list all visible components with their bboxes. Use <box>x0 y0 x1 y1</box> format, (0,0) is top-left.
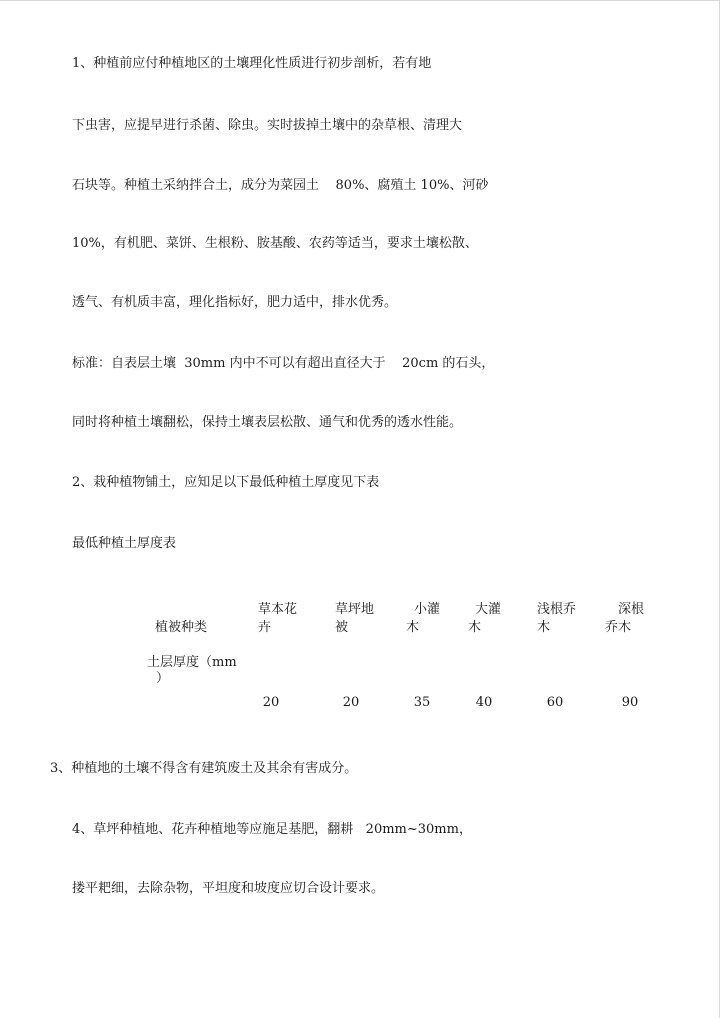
value-cell-5: 60 <box>546 695 564 710</box>
standard-line-1: 标准：自表层土壤 30mm 内中不可以有超出直径大于 20cm 的石头， <box>72 356 495 371</box>
table-header-label: 植被种类 <box>155 620 208 635</box>
paragraph-4-line-1: 4、草坪种植地、花卉种植地等应施足基肥，翻耕 20mm~30mm， <box>72 822 472 837</box>
column-header-4-line-1: 大灌 <box>475 602 502 617</box>
column-header-5-line-1: 浅根乔 <box>537 602 577 617</box>
table-title: 最低种植土厚度表 <box>72 536 177 551</box>
column-header-1-line-2: 卉 <box>258 620 272 635</box>
row-label-line-1: 土层厚度（mm <box>147 655 237 670</box>
value-cell-6: 90 <box>621 695 639 710</box>
paragraph-1-line-1: 1、种植前应付种植地区的土壤理化性质进行初步剖析，若有地 <box>72 56 432 71</box>
value-cell-1: 20 <box>262 695 280 710</box>
paragraph-1-line-5: 透气、有机质丰富，理化指标好，肥力适中，排水优秀。 <box>72 295 398 310</box>
paragraph-2: 2、栽种植物铺土，应知足以下最低种植土厚度见下表 <box>72 475 380 490</box>
column-header-2-line-2: 被 <box>335 620 349 635</box>
column-header-6-line-2: 乔木 <box>605 620 632 635</box>
value-cell-2: 20 <box>342 695 360 710</box>
row-label-line-2: ） <box>156 671 170 686</box>
column-header-3-line-2: 木 <box>406 620 420 635</box>
column-header-1-line-1: 草本花 <box>258 602 298 617</box>
paragraph-1-line-2: 下虫害，应提早进行杀菌、除虫。实时拔掉土壤中的杂草根、清理大 <box>72 118 463 133</box>
value-cell-3: 35 <box>413 695 431 710</box>
paragraph-3: 3、种植地的土壤不得含有建筑废土及其余有害成分。 <box>50 761 358 776</box>
column-header-4-line-2: 木 <box>468 620 482 635</box>
page-border-top <box>0 0 720 1</box>
paragraph-1-line-3: 石块等。种植土采纳拌合土，成分为菜园土 80%、腐殖土 10%、河砂 <box>72 178 489 193</box>
standard-line-2: 同时将种植土壤翻松，保持土壤表层松散、通气和优秀的透水性能。 <box>72 415 463 430</box>
column-header-6-line-1: 深根 <box>618 602 645 617</box>
value-cell-4: 40 <box>475 695 493 710</box>
column-header-5-line-2: 木 <box>537 620 551 635</box>
paragraph-1-line-4: 10%，有机肥、菜饼、生根粉、胺基酸、农药等适当，要求土壤松散、 <box>72 236 478 251</box>
column-header-2-line-1: 草坪地 <box>335 602 375 617</box>
column-header-3-line-1: 小灌 <box>414 602 441 617</box>
paragraph-4-line-2: 搂平耙细，去除杂物，平坦度和坡度应切合设计要求。 <box>72 881 385 896</box>
